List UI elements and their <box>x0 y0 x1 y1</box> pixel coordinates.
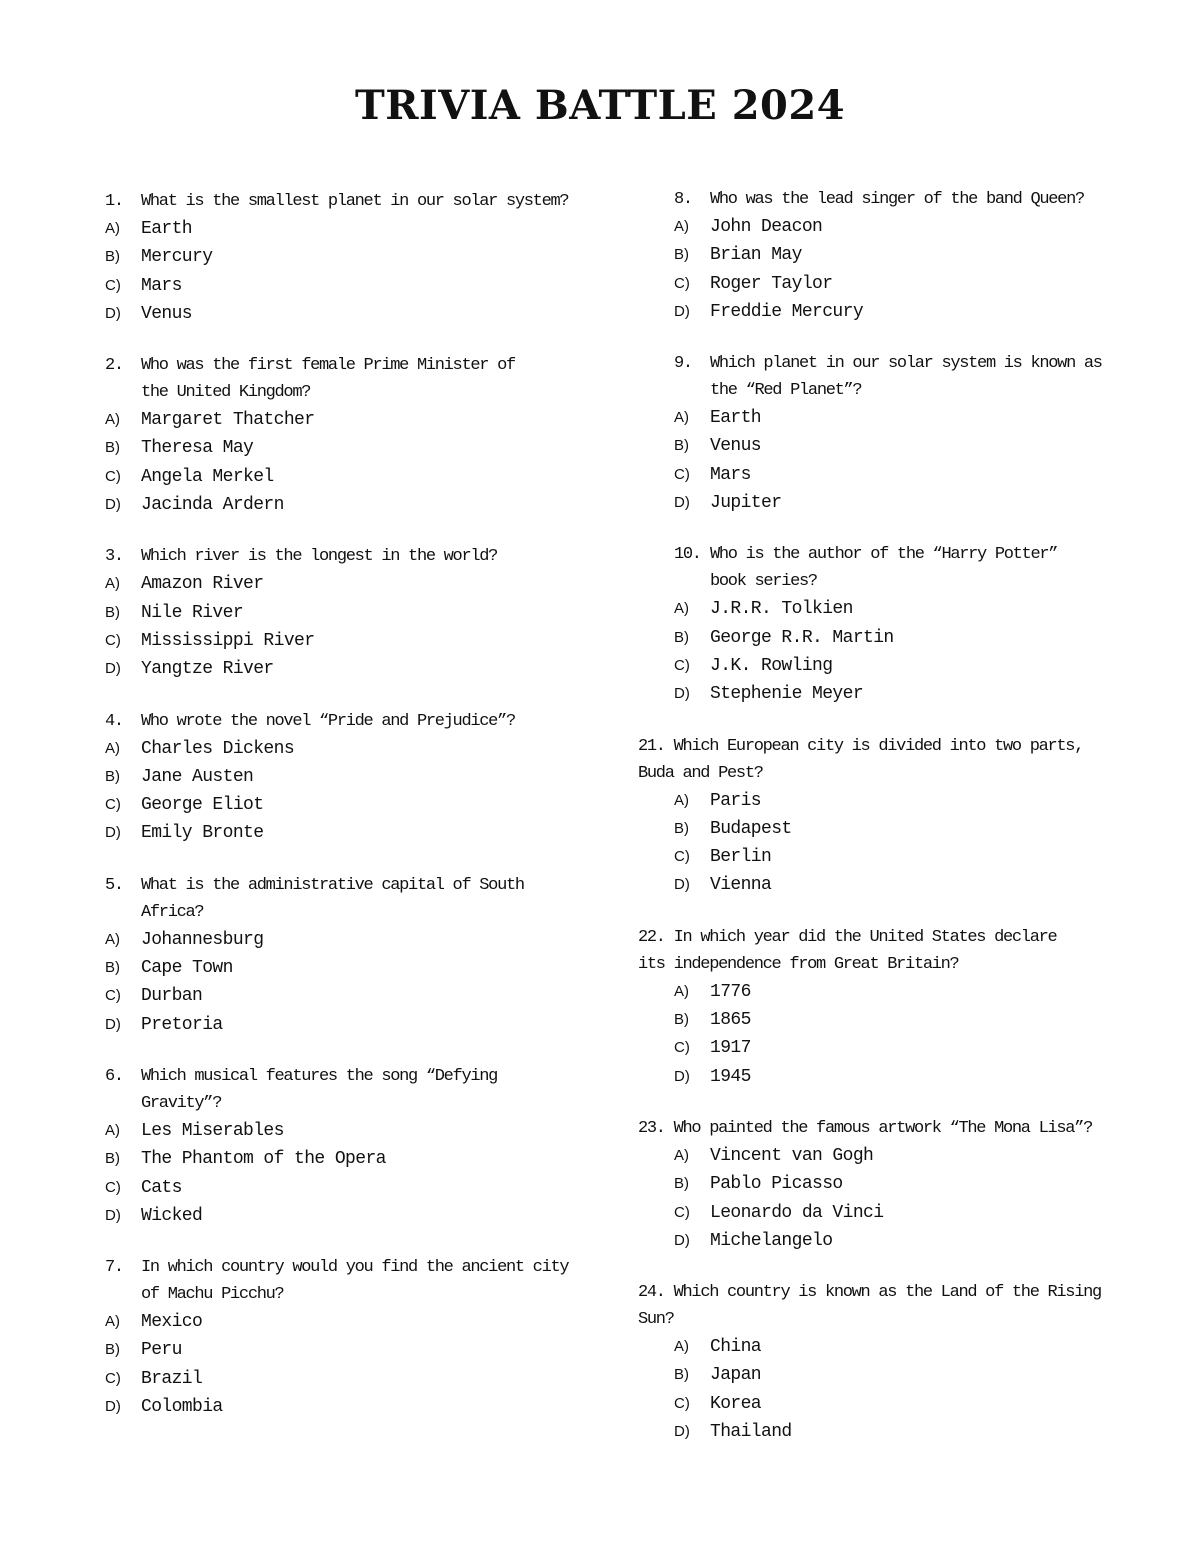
option-text: George R.R. Martin <box>710 627 894 648</box>
answer-option <box>674 1418 1108 1446</box>
option-letter: B) <box>105 248 120 266</box>
question-number: 2. <box>105 356 123 376</box>
answer-option <box>674 843 1108 871</box>
answer-option <box>674 1361 1108 1389</box>
answer-option <box>105 982 575 1010</box>
option-text: Theresa May <box>141 438 254 459</box>
option-text: China <box>710 1337 762 1358</box>
answer-option <box>674 1390 1108 1418</box>
option-text: Budapest <box>710 818 792 839</box>
answer-option <box>674 298 1108 326</box>
question-21 <box>638 733 1108 900</box>
option-text: 1865 <box>710 1010 751 1031</box>
answer-option <box>105 819 575 847</box>
option-text: Cape Town <box>141 958 233 979</box>
question-text: Who was the first female Prime Minister of the United Kingdom? <box>141 356 515 403</box>
answer-option <box>105 272 575 300</box>
answer-option <box>674 1142 1108 1170</box>
option-text: Emily Bronte <box>141 823 264 844</box>
question-number: 21. <box>638 736 665 756</box>
option-text: J.K. Rowling <box>710 655 833 676</box>
answer-option <box>674 489 1108 517</box>
option-letter: C) <box>105 631 121 649</box>
answer-option <box>674 1227 1108 1255</box>
question-number: 9. <box>674 354 692 374</box>
option-letter: A) <box>105 1121 120 1139</box>
answer-option <box>674 871 1108 899</box>
option-text: Mars <box>710 464 751 485</box>
option-text: Peru <box>141 1340 182 1361</box>
question-8 <box>638 186 1108 326</box>
question-number: 23. <box>638 1118 665 1138</box>
question-text: What is the administrative capital of South Africa? <box>141 875 524 922</box>
answer-option <box>105 791 575 819</box>
answer-options <box>674 595 1108 708</box>
question-text: Which country is known as the Land of the Rising Sun? <box>638 1283 1101 1330</box>
question-number: 5. <box>105 875 123 895</box>
question-3 <box>105 543 575 683</box>
option-text: Jupiter <box>710 493 782 514</box>
answer-options <box>105 570 575 683</box>
option-letter: B) <box>674 246 689 264</box>
option-text: Earth <box>141 219 193 239</box>
answer-option <box>105 300 575 328</box>
answer-option <box>105 599 575 627</box>
option-text: Vincent van Gogh <box>710 1145 874 1166</box>
option-letter: C) <box>674 1039 690 1057</box>
answer-option <box>105 926 575 954</box>
answer-option <box>105 1145 575 1173</box>
option-letter: A) <box>674 218 689 235</box>
question-text: Who is the author of the “Harry Potter” book series? <box>710 545 1058 592</box>
option-letter: C) <box>674 1394 690 1412</box>
option-text: John Deacon <box>710 217 823 237</box>
option-text: Brian May <box>710 245 802 266</box>
option-text: Les Miserables <box>141 1120 284 1141</box>
option-text: Japan <box>710 1365 762 1386</box>
answer-option <box>105 1365 575 1393</box>
option-letter: B) <box>674 1011 689 1029</box>
option-letter: B) <box>674 1366 689 1384</box>
answer-option <box>674 624 1108 652</box>
option-text: Roger Taylor <box>710 273 833 294</box>
option-text: Korea <box>710 1393 762 1414</box>
answer-options <box>105 406 575 519</box>
answer-options <box>105 1308 575 1421</box>
option-text: Pretoria <box>141 1014 223 1035</box>
option-text: Paris <box>710 790 762 811</box>
answer-option <box>674 652 1108 680</box>
option-text: Mars <box>141 275 182 296</box>
option-text: Jacinda Ardern <box>141 495 284 516</box>
question-7 <box>105 1254 575 1421</box>
option-text: Charles Dickens <box>141 738 295 759</box>
answer-options <box>674 404 1108 517</box>
option-text: Angela Merkel <box>141 466 274 487</box>
answer-option <box>674 1063 1108 1091</box>
option-letter: D) <box>674 876 690 894</box>
answer-option <box>105 1174 575 1202</box>
answer-option <box>105 215 575 243</box>
answer-option <box>105 1336 575 1364</box>
answer-option <box>105 655 575 683</box>
answer-option <box>674 432 1108 460</box>
option-text: Margaret Thatcher <box>141 410 315 431</box>
answer-option <box>105 1308 575 1336</box>
option-text: Vienna <box>710 875 772 896</box>
option-letter: D) <box>105 1015 121 1033</box>
option-letter: D) <box>674 302 690 320</box>
option-letter: D) <box>105 496 121 514</box>
answer-option <box>674 1006 1108 1034</box>
answer-options <box>105 926 575 1039</box>
option-letter: B) <box>674 437 689 455</box>
option-letter: B) <box>105 1150 120 1168</box>
option-text: The Phantom of the Opera <box>141 1149 386 1170</box>
option-letter: A) <box>674 791 689 809</box>
option-letter: D) <box>105 304 121 322</box>
option-text: Mississippi River <box>141 630 315 651</box>
question-1 <box>105 188 575 328</box>
answer-option <box>674 1333 1108 1361</box>
option-text: Jane Austen <box>141 766 254 787</box>
answer-option <box>674 787 1108 815</box>
answer-option <box>674 595 1108 623</box>
option-letter: A) <box>105 411 120 429</box>
option-text: Johannesburg <box>141 929 264 950</box>
question-6 <box>105 1063 575 1230</box>
option-letter: A) <box>105 575 120 593</box>
answer-option <box>105 406 575 434</box>
right-column <box>638 186 1108 1446</box>
question-2 <box>105 352 575 519</box>
option-letter: C) <box>674 1203 690 1221</box>
option-text: Pablo Picasso <box>710 1174 843 1195</box>
question-number: 6. <box>105 1066 123 1086</box>
option-text: Mercury <box>141 247 213 268</box>
option-text: Amazon River <box>141 574 264 595</box>
question-10 <box>638 541 1108 708</box>
option-letter: A) <box>674 409 689 427</box>
option-letter: C) <box>105 467 121 485</box>
option-text: Mexico <box>141 1312 203 1333</box>
answer-options <box>674 213 1108 326</box>
option-letter: A) <box>105 739 120 757</box>
answer-option <box>674 680 1108 708</box>
option-letter: B) <box>105 959 120 977</box>
option-letter: C) <box>105 987 121 1005</box>
question-number: 3. <box>105 547 123 567</box>
question-22 <box>638 924 1108 1091</box>
option-letter: B) <box>105 439 120 457</box>
answer-option <box>105 763 575 791</box>
answer-option <box>105 1011 575 1039</box>
option-text: 1945 <box>710 1066 751 1087</box>
answer-option <box>674 1170 1108 1198</box>
answer-options <box>638 1142 1108 1255</box>
option-letter: D) <box>105 660 121 678</box>
question-text: Who was the lead singer of the band Queen? <box>710 190 1084 209</box>
option-text: 1776 <box>710 981 751 1002</box>
option-text: Venus <box>141 303 193 324</box>
option-letter: A) <box>105 930 120 948</box>
option-text: Yangtze River <box>141 659 274 680</box>
answer-option <box>674 1034 1108 1062</box>
page-title: TRIVIA BATTLE 2024 <box>354 82 846 129</box>
question-number: 24. <box>638 1283 665 1303</box>
option-letter: C) <box>674 465 690 483</box>
question-number: 4. <box>105 711 123 731</box>
option-text: Brazil <box>141 1368 203 1389</box>
answer-option <box>674 1199 1108 1227</box>
answer-option <box>105 1117 575 1145</box>
answer-option <box>674 270 1108 298</box>
option-letter: C) <box>674 848 690 866</box>
option-letter: D) <box>674 494 690 512</box>
option-text: Earth <box>710 408 762 429</box>
option-letter: B) <box>674 819 689 837</box>
answer-option <box>674 404 1108 432</box>
option-letter: A) <box>674 1146 689 1164</box>
option-letter: D) <box>674 1423 690 1441</box>
question-9 <box>638 350 1108 517</box>
answer-option <box>105 954 575 982</box>
question-text: Which river is the longest in the world? <box>141 547 498 567</box>
answer-option <box>674 461 1108 489</box>
answer-options <box>638 1333 1108 1446</box>
question-number: 7. <box>105 1258 123 1278</box>
option-letter: B) <box>105 603 120 621</box>
answer-option <box>674 241 1108 269</box>
answer-options <box>638 787 1108 900</box>
option-letter: A) <box>674 982 689 1000</box>
answer-option <box>674 213 1108 241</box>
left-column <box>105 188 575 1421</box>
answer-option <box>105 491 575 519</box>
option-letter: D) <box>674 1067 690 1085</box>
question-23 <box>638 1115 1108 1255</box>
option-letter: D) <box>105 1206 121 1224</box>
answer-option <box>105 1393 575 1421</box>
question-number: 10. <box>674 545 701 565</box>
option-letter: C) <box>674 274 690 292</box>
option-letter: C) <box>105 1369 121 1387</box>
option-letter: C) <box>674 656 690 674</box>
answer-option <box>105 434 575 462</box>
option-text: Michelangelo <box>710 1230 833 1251</box>
answer-options <box>105 215 575 328</box>
question-text: Who painted the famous artwork “The Mona Lisa”? <box>673 1118 1093 1138</box>
question-text: In which country would you find the ancient city of Machu Picchu? <box>141 1258 569 1305</box>
option-letter: D) <box>674 1231 690 1249</box>
option-text: J.R.R. Tolkien <box>710 599 853 620</box>
option-letter: B) <box>674 628 689 646</box>
option-text: Stephenie Meyer <box>710 684 864 705</box>
answer-option <box>674 815 1108 843</box>
answer-option <box>105 1202 575 1230</box>
question-text: In which year did the United States declare its independence from Great Britain? <box>638 927 1057 974</box>
answer-option <box>105 627 575 655</box>
option-text: Freddie Mercury <box>710 301 864 322</box>
answer-option <box>105 570 575 598</box>
option-letter: B) <box>105 767 120 785</box>
question-number: 8. <box>674 190 692 209</box>
option-letter: D) <box>105 1398 121 1416</box>
option-text: Durban <box>141 986 203 1007</box>
answer-option <box>105 463 575 491</box>
question-5 <box>105 872 575 1039</box>
answer-option <box>674 978 1108 1006</box>
answer-options <box>105 1117 575 1230</box>
question-text: Which European city is divided into two parts, Buda and Pest? <box>638 736 1084 783</box>
answer-options <box>638 978 1108 1091</box>
option-text: Leonardo da Vinci <box>710 1202 884 1223</box>
option-letter: B) <box>105 1341 120 1359</box>
option-letter: A) <box>105 220 120 237</box>
question-text: Which musical features the song “Defying Gravity”? <box>141 1066 498 1113</box>
option-text: 1917 <box>710 1038 751 1059</box>
option-text: Cats <box>141 1177 182 1198</box>
question-text: Which planet in our solar system is known as the “Red Planet”? <box>710 354 1102 401</box>
option-letter: B) <box>674 1175 689 1193</box>
question-24 <box>638 1279 1108 1446</box>
option-letter: C) <box>105 276 121 294</box>
option-letter: D) <box>105 824 121 842</box>
option-letter: A) <box>674 1338 689 1356</box>
option-text: George Eliot <box>141 795 264 816</box>
answer-option <box>105 243 575 271</box>
answer-option <box>105 735 575 763</box>
option-text: Nile River <box>141 602 244 623</box>
question-number: 1. <box>105 192 123 211</box>
option-text: Berlin <box>710 847 772 868</box>
option-letter: D) <box>674 685 690 703</box>
option-text: Thailand <box>710 1422 792 1443</box>
option-text: Wicked <box>141 1205 203 1226</box>
option-letter: A) <box>674 600 689 618</box>
question-number: 22. <box>638 927 665 947</box>
answer-options <box>105 735 575 848</box>
option-letter: C) <box>105 796 121 814</box>
question-4 <box>105 708 575 848</box>
question-text: Who wrote the novel “Pride and Prejudice”? <box>141 711 515 731</box>
option-text: Venus <box>710 436 762 457</box>
option-text: Colombia <box>141 1397 223 1418</box>
option-letter: A) <box>105 1313 120 1331</box>
question-text: What is the smallest planet in our solar system? <box>141 192 569 211</box>
option-letter: C) <box>105 1178 121 1196</box>
